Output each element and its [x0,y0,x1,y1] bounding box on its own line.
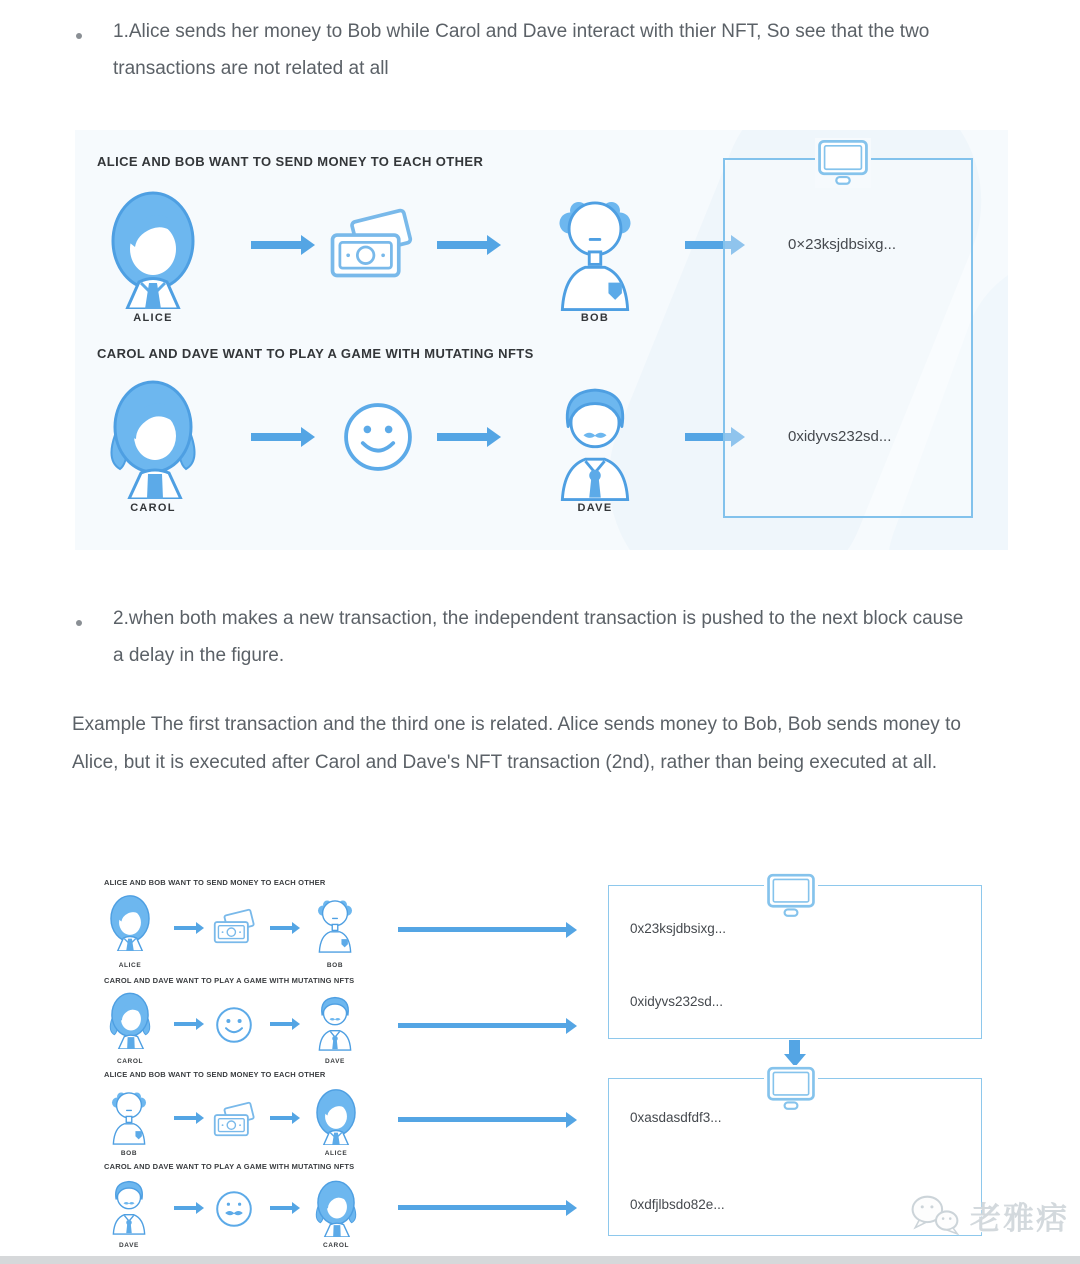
transaction-hash: 0xasdasdfdf3... [630,1110,722,1125]
avatar-label: CAROL [116,1058,144,1065]
avatar-label: ALICE [118,962,142,969]
watermark-text: 老雅痞 [970,1200,1069,1236]
arrow-right-icon [174,1022,196,1026]
diagram-1 [75,130,1008,550]
arrow-right-icon [398,1117,566,1122]
bob-avatar-icon [106,1086,152,1145]
money-icon [327,205,419,289]
bullet-marker [76,620,82,626]
smiley-icon [340,399,416,475]
avatar-label: ALICE [133,312,173,324]
carol-avatar-icon [103,375,203,499]
diagram-2 [90,848,990,1260]
smiley-icon [214,1005,254,1045]
row-title: ALICE AND BOB WANT TO SEND MONEY TO EACH OTHER [97,154,484,169]
blockchain-block [723,158,973,518]
transaction-hash: 0xidyvs232sd... [630,994,724,1009]
arrow-right-icon [251,433,301,441]
avatar-label: DAVE [325,1058,345,1065]
row-title: CAROL AND DAVE WANT TO PLAY A GAME WITH MUTATING NFTS [97,346,534,361]
transaction-hash: 0xdfjlbsdo82e... [630,1197,725,1212]
avatar-label: BOB [580,312,610,324]
monitor-icon [764,872,818,918]
monitor-icon [815,138,871,188]
avatar-label: BOB [120,1150,138,1157]
alice-avatar-icon [103,185,203,309]
bottom-border [0,1256,1080,1264]
arrow-right-icon [270,1022,292,1026]
transaction-hash: 0×23ksjdbsixg... [788,236,896,253]
arrow-right-icon [437,433,487,441]
arrow-right-icon [174,1116,196,1120]
row-title: CAROL AND DAVE WANT TO PLAY A GAME WITH MUTATING NFTS [104,1162,355,1171]
alice-avatar-icon [106,892,154,951]
avatar-label: BOB [326,962,344,969]
arrow-right-icon [251,241,301,249]
avatar-label: CAROL [130,502,176,514]
alice-avatar-icon [312,1086,360,1145]
transaction-hash: 0x23ksjdbsixg... [630,921,727,936]
arrow-down-icon [789,1040,800,1054]
dave-avatar-icon [106,1176,152,1235]
arrow-right-icon [270,1206,292,1210]
mustache-smiley-icon [214,1189,254,1229]
monitor-icon [764,1065,818,1111]
arrow-right-icon [270,1116,292,1120]
watermark [908,1192,1069,1238]
bob-avatar-icon [312,894,358,953]
bob-avatar-icon [547,188,643,312]
bullet-2-text: 2.when both makes a new transaction, the independent transaction is pushed to the next block cause a delay in the figure. [113,608,964,666]
dave-avatar-icon [547,378,643,502]
money-icon [212,907,258,949]
arrow-right-icon [270,926,292,930]
bullet-1-text: 1.Alice sends her money to Bob while Carol and Dave interact with thier NFT, So see that the two transactions are not related at all [113,21,930,79]
transaction-hash: 0xidyvs232sd... [788,428,892,445]
example-paragraph: Example The first transaction and the third one is related. Alice sends money to Bob, Bob sends money to Alice, but it is executed after Carol and Dave's NFT transaction (2nd), rather than being executed at all. [72,714,961,773]
arrow-right-icon [398,1023,566,1028]
arrow-right-icon [174,926,196,930]
avatar-label: ALICE [324,1150,348,1157]
arrow-right-icon [174,1206,196,1210]
carol-avatar-icon [312,1178,360,1237]
avatar-label: DAVE [119,1242,139,1249]
arrow-right-icon [398,927,566,932]
avatar-label: CAROL [322,1242,350,1249]
row-title: ALICE AND BOB WANT TO SEND MONEY TO EACH OTHER [104,1070,326,1079]
arrow-right-icon [398,1205,566,1210]
wechat-icon [908,1192,964,1238]
dave-avatar-icon [312,992,358,1051]
row-title: CAROL AND DAVE WANT TO PLAY A GAME WITH MUTATING NFTS [104,976,355,985]
avatar-label: DAVE [577,502,613,514]
carol-avatar-icon [106,990,154,1049]
money-icon [212,1100,258,1142]
row-title: ALICE AND BOB WANT TO SEND MONEY TO EACH OTHER [104,878,326,887]
bullet-marker [76,33,82,39]
arrow-right-icon [437,241,487,249]
